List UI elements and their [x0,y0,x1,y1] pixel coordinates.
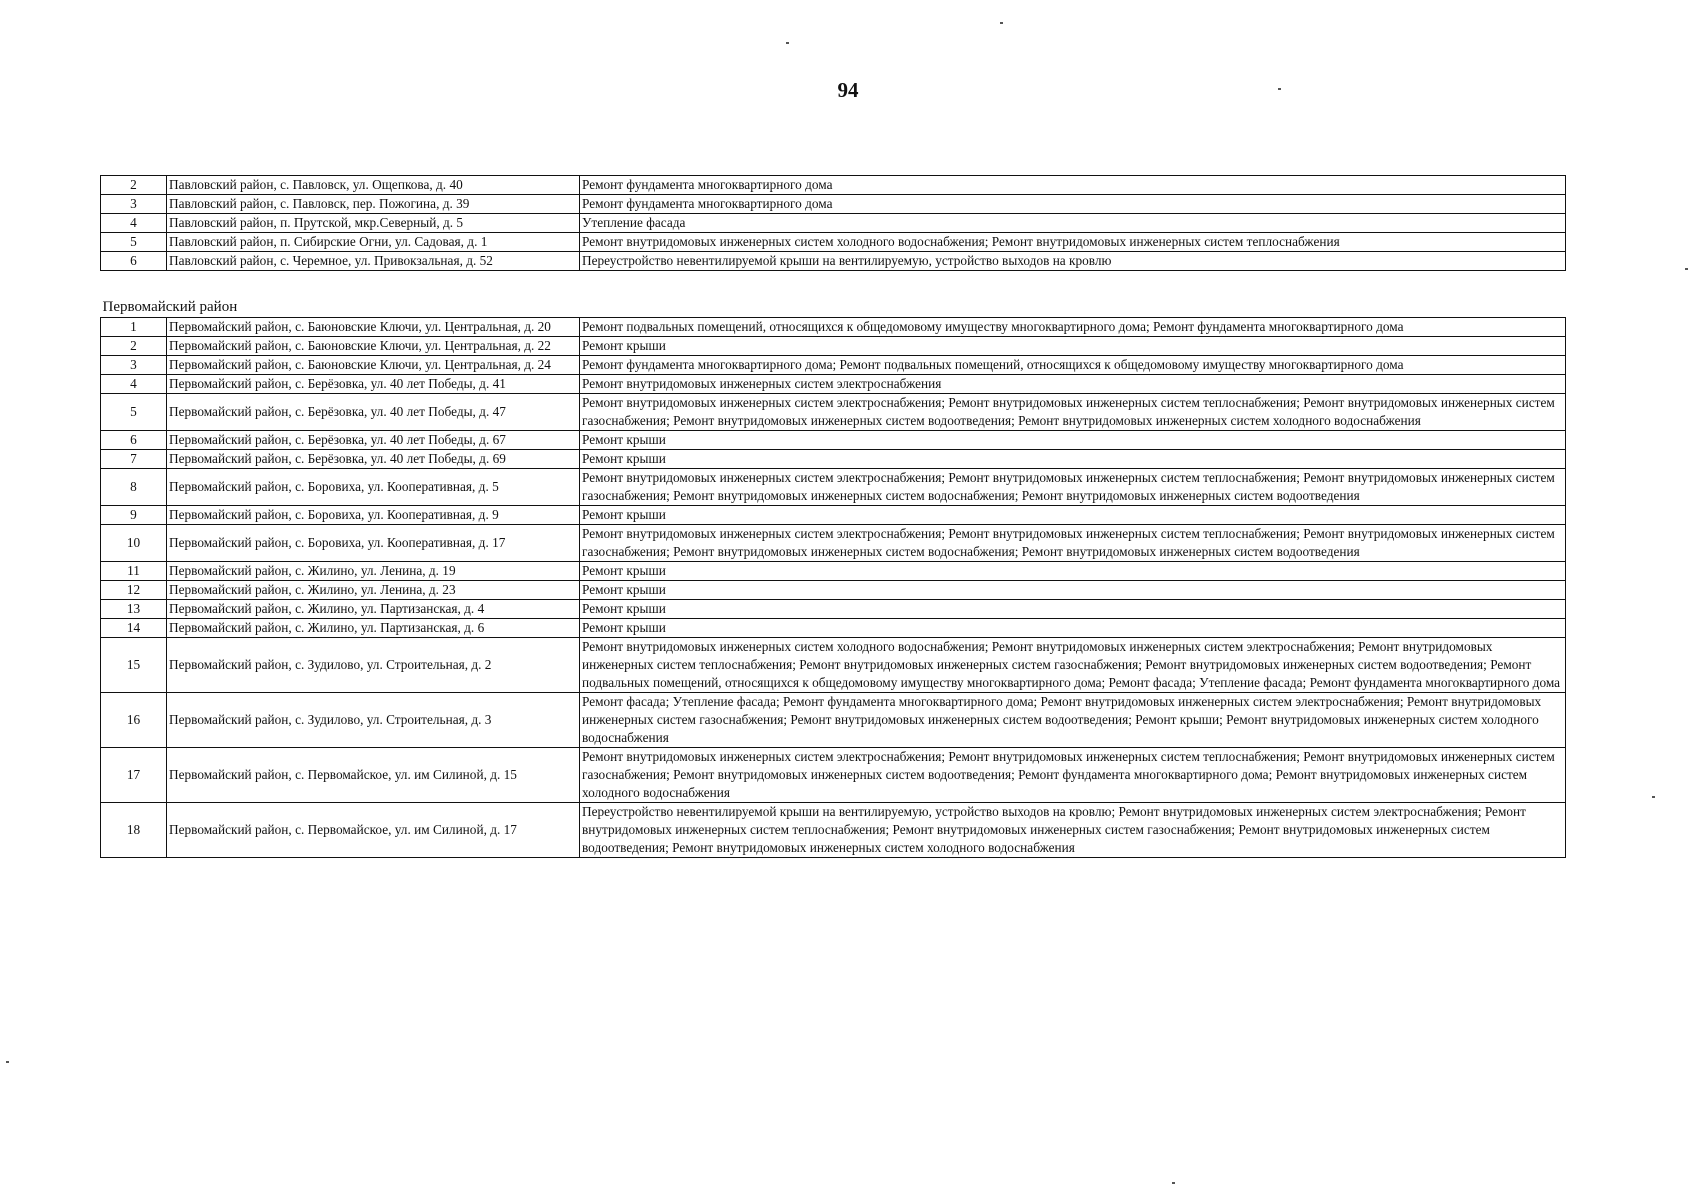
row-number: 8 [101,469,167,506]
table-row [101,638,1566,693]
row-address: Первомайский район, с. Баюновские Ключи, ул. Центральная, д. 22 [167,337,580,356]
table-row [101,600,1566,619]
row-number: 12 [101,581,167,600]
row-number: 17 [101,748,167,803]
table-row [101,318,1566,337]
row-number: 13 [101,600,167,619]
row-address: Первомайский район, с. Жилино, ул. Партизанская, д. 4 [167,600,580,619]
table-row [101,450,1566,469]
table-row [101,394,1566,431]
scan-speck [1000,22,1003,24]
row-address: Первомайский район, с. Боровиха, ул. Кооперативная, д. 5 [167,469,580,506]
row-number: 10 [101,525,167,562]
row-work: Ремонт фундамента многоквартирного дома [580,176,1566,195]
table-row [101,214,1566,233]
row-address: Павловский район, п. Прутской, мкр.Северный, д. 5 [167,214,580,233]
row-address: Павловский район, с. Павловск, пер. Пожогина, д. 39 [167,195,580,214]
row-work: Ремонт фасада; Утепление фасада; Ремонт фундамента многоквартирного дома; Ремонт внутридомовых инженерных систем электроснабжения; Ремонт внутридомовых инженерных систем газоснабжения; Ремонт внутридомовых инженерных систем водоотведения; Ремонт крыши; Ремонт внутридомовых инженерных систем холодного водоснабжения [580,693,1566,748]
row-work: Ремонт внутридомовых инженерных систем холодного водоснабжения; Ремонт внутридомовых инженерных систем теплоснабжения [580,233,1566,252]
row-number: 3 [101,356,167,375]
scan-speck [786,42,789,44]
row-address: Первомайский район, с. Боровиха, ул. Кооперативная, д. 17 [167,525,580,562]
row-number: 6 [101,431,167,450]
table-row [101,469,1566,506]
row-number: 11 [101,562,167,581]
row-address: Первомайский район, с. Жилино, ул. Ленина, д. 19 [167,562,580,581]
row-address: Первомайский район, с. Берёзовка, ул. 40 лет Победы, д. 41 [167,375,580,394]
table-row [101,562,1566,581]
row-work: Ремонт крыши [580,600,1566,619]
row-work: Ремонт внутридомовых инженерных систем электроснабжения [580,375,1566,394]
row-number: 5 [101,394,167,431]
row-address: Первомайский район, с. Зудилово, ул. Строительная, д. 2 [167,638,580,693]
row-work: Ремонт фундамента многоквартирного дома; Ремонт подвальных помещений, относящихся к общедомовому имуществу многоквартирного дома [580,356,1566,375]
table-row [101,803,1566,858]
row-address: Первомайский район, с. Боровиха, ул. Кооперативная, д. 9 [167,506,580,525]
row-address: Первомайский район, с. Берёзовка, ул. 40 лет Победы, д. 69 [167,450,580,469]
repair-table [100,175,1566,858]
table-row [101,233,1566,252]
scan-speck [1685,268,1688,270]
row-number: 3 [101,195,167,214]
table-row [101,176,1566,195]
row-number: 15 [101,638,167,693]
section-row [101,271,1566,318]
scan-speck [6,1061,9,1063]
scan-speck [1278,88,1281,90]
row-address: Первомайский район, с. Баюновские Ключи, ул. Центральная, д. 20 [167,318,580,337]
pavlovsky-rows [101,176,1566,271]
table-row [101,252,1566,271]
row-address: Первомайский район, с. Зудилово, ул. Строительная, д. 3 [167,693,580,748]
row-address: Первомайский район, с. Жилино, ул. Партизанская, д. 6 [167,619,580,638]
table-row [101,337,1566,356]
row-work: Ремонт крыши [580,337,1566,356]
row-work: Ремонт фундамента многоквартирного дома [580,195,1566,214]
table-row [101,375,1566,394]
row-work: Ремонт крыши [580,619,1566,638]
table-row [101,431,1566,450]
row-work: Ремонт крыши [580,581,1566,600]
section-title: Первомайский район [101,271,1566,318]
row-work: Ремонт внутридомовых инженерных систем холодного водоснабжения; Ремонт внутридомовых инженерных систем электроснабжения; Ремонт внутридомовых инженерных систем теплоснабжения; Ремонт внутридомовых инженерных систем газоснабжения; Ремонт внутридомовых инженерных систем водоотведения; Ремонт подвальных помещений, относящихся к общедомовому имуществу многоквартирного дома; Ремонт фасада; Утепление фасада; Ремонт фундамента многоквартирного дома [580,638,1566,693]
row-number: 9 [101,506,167,525]
row-address: Первомайский район, с. Первомайское, ул. им Силиной, д. 17 [167,803,580,858]
row-work: Переустройство невентилируемой крыши на вентилируемую, устройство выходов на кровлю [580,252,1566,271]
row-work: Ремонт внутридомовых инженерных систем электроснабжения; Ремонт внутридомовых инженерных систем теплоснабжения; Ремонт внутридомовых инженерных систем газоснабжения; Ремонт внутридомовых инженерных систем водоснабжения; Ремонт внутридомовых инженерных систем водоотведения [580,469,1566,506]
section-header-group [101,271,1566,318]
row-work: Ремонт внутридомовых инженерных систем электроснабжения; Ремонт внутридомовых инженерных систем теплоснабжения; Ремонт внутридомовых инженерных систем газоснабжения; Ремонт внутридомовых инженерных систем водоснабжения; Ремонт внутридомовых инженерных систем водоотведения [580,525,1566,562]
row-number: 1 [101,318,167,337]
row-number: 16 [101,693,167,748]
row-address: Павловский район, с. Черемное, ул. Привокзальная, д. 52 [167,252,580,271]
row-work: Ремонт внутридомовых инженерных систем электроснабжения; Ремонт внутридомовых инженерных систем теплоснабжения; Ремонт внутридомовых инженерных систем газоснабжения; Ремонт внутридомовых инженерных систем водоотведения; Ремонт фундамента многоквартирного дома; Ремонт внутридомовых инженерных систем холодного водоснабжения [580,748,1566,803]
row-address: Павловский район, с. Павловск, ул. Ощепкова, д. 40 [167,176,580,195]
row-work: Ремонт крыши [580,506,1566,525]
row-number: 6 [101,252,167,271]
row-number: 4 [101,214,167,233]
row-address: Первомайский район, с. Первомайское, ул. им Силиной, д. 15 [167,748,580,803]
row-address: Первомайский район, с. Баюновские Ключи, ул. Центральная, д. 24 [167,356,580,375]
row-address: Павловский район, п. Сибирские Огни, ул. Садовая, д. 1 [167,233,580,252]
row-number: 4 [101,375,167,394]
row-number: 14 [101,619,167,638]
pervomaisky-rows [101,318,1566,858]
table-row [101,693,1566,748]
row-work: Ремонт подвальных помещений, относящихся к общедомовому имуществу многоквартирного дома; Ремонт фундамента многоквартирного дома [580,318,1566,337]
table-row [101,525,1566,562]
row-work: Ремонт крыши [580,431,1566,450]
row-work: Переустройство невентилируемой крыши на вентилируемую, устройство выходов на кровлю; Ремонт внутридомовых инженерных систем электроснабжения; Ремонт внутридомовых инженерных систем теплоснабжения; Ремонт внутридомовых инженерных систем газоснабжения; Ремонт внутридомовых инженерных систем водоотведения; Ремонт внутридомовых инженерных систем холодного водоснабжения [580,803,1566,858]
table-row [101,619,1566,638]
row-number: 18 [101,803,167,858]
row-work: Ремонт крыши [580,450,1566,469]
scan-speck [1652,796,1655,798]
row-address: Первомайский район, с. Берёзовка, ул. 40 лет Победы, д. 67 [167,431,580,450]
row-address: Первомайский район, с. Жилино, ул. Ленина, д. 23 [167,581,580,600]
row-number: 7 [101,450,167,469]
row-address: Первомайский район, с. Берёзовка, ул. 40 лет Победы, д. 47 [167,394,580,431]
scan-speck [1172,1182,1175,1184]
table-row [101,195,1566,214]
page-number: 94 [837,78,859,102]
row-work: Утепление фасада [580,214,1566,233]
row-work: Ремонт внутридомовых инженерных систем электроснабжения; Ремонт внутридомовых инженерных систем теплоснабжения; Ремонт внутридомовых инженерных систем газоснабжения; Ремонт внутридомовых инженерных систем водоотведения; Ремонт внутридомовых инженерных систем холодного водоснабжения [580,394,1566,431]
row-number: 5 [101,233,167,252]
row-number: 2 [101,337,167,356]
table-row [101,356,1566,375]
row-work: Ремонт крыши [580,562,1566,581]
row-number: 2 [101,176,167,195]
table-row [101,748,1566,803]
table-row [101,581,1566,600]
table-row [101,506,1566,525]
